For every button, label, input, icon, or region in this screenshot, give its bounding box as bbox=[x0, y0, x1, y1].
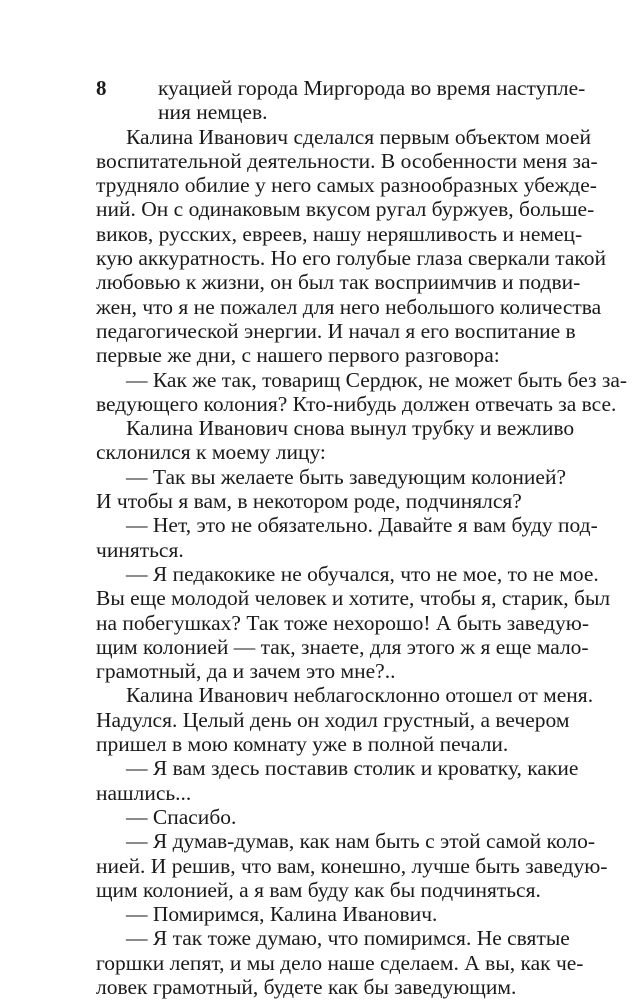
text-line: ний. Он с одинаковым вкусом ругал буржуев, больше- bbox=[96, 197, 595, 222]
text-line: — Помиримся, Калина Иванович. bbox=[126, 902, 438, 927]
text-line: — Нет, это не обязательно. Давайте я вам буду под- bbox=[126, 513, 598, 538]
paragraph bbox=[96, 683, 594, 757]
text-line: чиняться. bbox=[96, 537, 184, 562]
text-line: — Как же так, товарищ Сердюк, не может быть без за- bbox=[126, 367, 628, 392]
text-line: любовью к жизни, он был так восприимчив и подви- bbox=[96, 270, 581, 295]
text-line: — Так вы желаете быть заведующим колонией? bbox=[126, 464, 567, 489]
paragraph bbox=[96, 805, 552, 829]
text-line: виков, русских, евреев, нашу неряшливость и немец- bbox=[96, 221, 583, 246]
paragraph bbox=[96, 561, 611, 684]
paragraph bbox=[96, 902, 552, 926]
text-line: ния немцев. bbox=[158, 100, 268, 125]
paragraph bbox=[96, 464, 567, 514]
text-line: горшки лепят, и мы дело наше сделаем. А вы, как че- bbox=[96, 950, 584, 975]
text-line: щим колонией — так, знаете, для этого ж я еще мало- bbox=[96, 634, 589, 659]
paragraph bbox=[96, 367, 628, 417]
text-line: нашлись... bbox=[96, 780, 192, 805]
text-line: пришел в мою комнату уже в полной печали. bbox=[96, 732, 509, 757]
text-line: — Я так тоже думаю, что помиримся. Не святые bbox=[126, 926, 570, 951]
paragraph bbox=[96, 416, 575, 465]
page-number: 8 bbox=[96, 76, 107, 100]
text-line: Калина Иванович неблагосклонно отошел от меня. bbox=[126, 683, 594, 708]
text-line: ловек грамотный, будете как бы заведующим. bbox=[96, 974, 517, 999]
paragraph bbox=[96, 124, 607, 368]
text-line: И чтобы я вам, в некотором роде, подчинялся? bbox=[96, 489, 522, 514]
text-line: трудняло обилие у него самых разнообразных убежде- bbox=[96, 173, 597, 198]
text-line: воспитательной деятельности. В особенности меня за- bbox=[96, 148, 598, 173]
paragraph bbox=[96, 926, 584, 999]
text-line: нией. И решив, что вам, конешно, лучше быть заведую- bbox=[96, 853, 608, 878]
text-line: — Я педакокике не обучался, что не мое, то не мое. bbox=[126, 561, 599, 586]
text-line: — Я вам здесь поставив столик и кроватку, какие bbox=[126, 756, 579, 781]
text-line: грамотный, да и зачем это мне?.. bbox=[96, 659, 396, 684]
text-line: жен, что я не пожалел для него небольшого количества bbox=[96, 294, 602, 319]
text-line: — Спасибо. bbox=[126, 804, 237, 829]
text-line: Калина Иванович сделался первым объектом моей bbox=[126, 124, 591, 149]
text-line: склонился к моему лицу: bbox=[96, 440, 326, 465]
paragraph bbox=[96, 76, 586, 125]
text-line: Калина Иванович снова вынул трубку и вежливо bbox=[126, 416, 575, 441]
text-line: Вы еще молодой человек и хотите, чтобы я, старик, был bbox=[96, 586, 611, 611]
text-line: кую аккуратность. Но его голубые глаза сверкали такой bbox=[96, 246, 607, 271]
paragraph bbox=[96, 513, 598, 562]
text-line: первые же дни, с нашего первого разговора: bbox=[96, 343, 500, 368]
text-line: куацией города Миргорода во время наступле- bbox=[158, 76, 586, 100]
paragraph bbox=[96, 756, 579, 805]
text-line: ведующего колония? Кто-нибудь должен отвечать за все. bbox=[96, 391, 617, 416]
text-line: педагогической энергии. И начал я его воспитание в bbox=[96, 318, 576, 343]
text-line: на побегушках? Так тоже нехорошо! А быть заведую- bbox=[96, 610, 589, 635]
text-line: — Я думав-думав, как нам быть с этой самой коло- bbox=[126, 829, 596, 854]
paragraph bbox=[96, 829, 608, 902]
text-line: щим колонией, а я вам буду как бы подчиняться. bbox=[96, 877, 541, 902]
book-text bbox=[96, 76, 628, 999]
text-line: Надулся. Целый день он ходил грустный, а вечером bbox=[96, 707, 570, 732]
